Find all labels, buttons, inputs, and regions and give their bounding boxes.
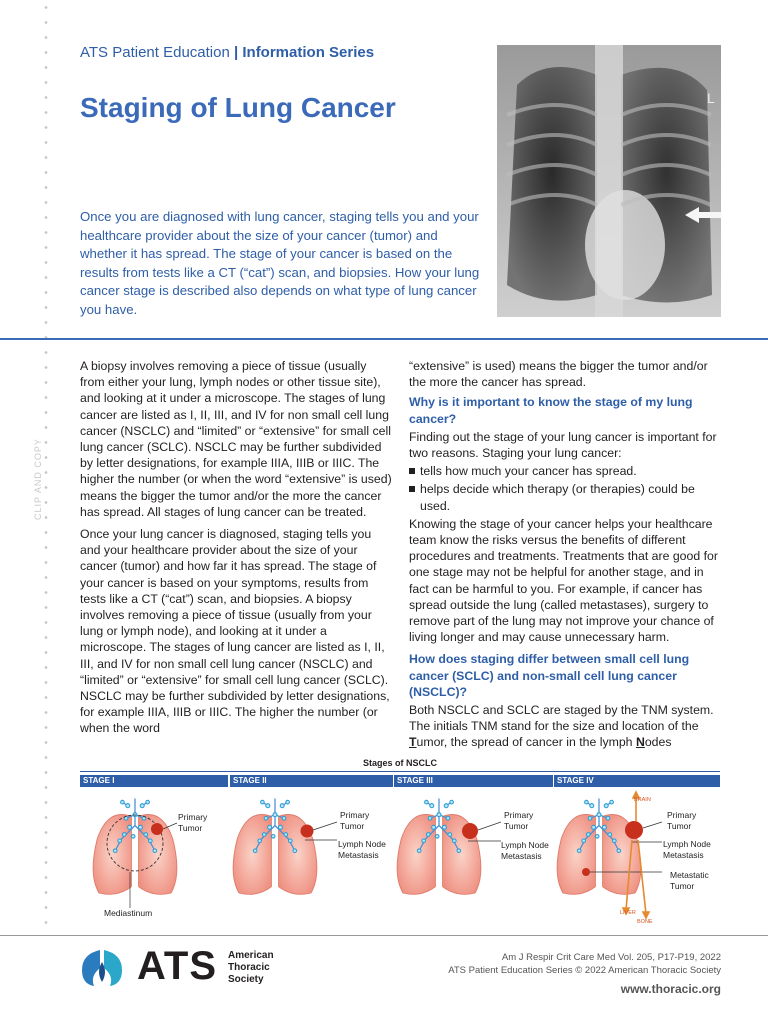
label-bone: BONE [637,919,653,925]
figure-title-rule [80,771,720,772]
stage-label: STAGE III [394,775,553,787]
footer-divider [0,935,768,936]
clip-and-copy-label: CLIP AND COPY [33,438,43,520]
citation: Am J Respir Crit Care Med Vol. 205, P17-P19, 2022 ATS Patient Education Series © 2022 American Thoracic Society [448,952,721,976]
left-column [80,358,394,743]
label-brain: BRAIN [634,797,651,803]
website-link[interactable]: www.thoracic.org [620,982,721,996]
intro-paragraph: Once you are diagnosed with lung cancer, staging tells you and your healthcare provider about the size of your cancer (tumor) and whether it has spread. The stage of your cancer is based on the results from tests like a CT (“cat”) scan, and biopsies. How your lung cancer stage is described also depends on what type of lung cancer you have. [80,209,480,317]
right-paragraph-3: Both NSCLC and SCLC are staged by the TNM system. The initials TNM stand for the size and location of the Tumor, the spread of cancer in the lymph Nodes [409,703,714,750]
series-header [80,44,374,61]
label-lymph-node-metastasis: Lymph Node Metastasis [663,839,711,860]
primary-tumor [151,823,163,835]
bullet-item: helps decide which therapy (or therapies) could be used. [409,481,723,513]
margin-dots [43,0,49,930]
ats-wordmark: ATS [137,944,218,988]
label-lymph-node-metastasis: Lymph Node Metastasis [338,839,386,860]
ats-org-name: American Thoracic Society [228,950,274,985]
right-paragraph-2: Knowing the stage of your cancer helps your healthcare team know the risks versus the benefits of different procedures and treatments. Treatments that are good for one stage may not be helpful for another stage, and in fact can be harmful to you. For example, if cancer has spread outside the lung (called metastases), surgery to remove part of the lung may not improve your chance of living longer and may cause unnecessary harm. [409,516,718,645]
heading-staging-differ: How does staging differ between small cell lung cancer (SCLC) and non-small cell lung cancer (NSCLC)? [409,652,690,699]
series-name: Information Series [242,44,375,61]
label-metastatic-tumor: Metastatic Tumor [670,870,709,891]
right-paragraph-0: “extensive” is used) means the bigger the tumor and/or the more the cancer has spread. [409,359,708,390]
xray-marker: L [707,90,715,106]
label-primary-tumor: Primary Tumor [667,810,697,831]
label-mediastinum: Mediastinum [104,908,153,918]
stage-label: STAGE IV [554,775,720,787]
heading-why-important: Why is it important to know the stage of my lung cancer? [409,395,693,426]
chest-xray-image [497,45,721,317]
series-prefix: ATS Patient Education [80,44,230,61]
page-title: Staging of Lung Cancer [80,92,396,123]
right-paragraph-1: Finding out the stage of your lung cancer is important for two reasons. Staging your lung cancer: [409,429,717,461]
left-paragraph-2: Once your lung cancer is diagnosed, staging tells you and your healthcare provider about the size of your cancer (tumor) and how far it has spread. The stage of your cancer is based on your symptoms, results from tests like a CT (“cat”) scan, and biopsies. A biopsy involves removing a piece of tissue (usually from your lung or lymph node), and looking at it under a microscope. The stages of lung cancer are listed as I, II, III, and IV for non small cell lung cancer (NSCLC) and “limited” or “extensive” for small cell lung cancer (SCLC). NSCLC may be further subdivided by letter designations, for example IIIA, IIIB or IIIC. The higher the number (or when the word [80,527,390,736]
label-primary-tumor: Primary Tumor [178,812,208,833]
primary-tumor [301,825,314,838]
label-primary-tumor: Primary Tumor [340,810,370,831]
label-primary-tumor: Primary Tumor [504,810,534,831]
nsclc-stages-figure [80,758,720,928]
stage-label: STAGE II [230,775,393,787]
left-paragraph-1: A biopsy involves removing a piece of tissue (usually from either your lung, lymph nodes or other tissue site), and looking at it under a microscope. The stages of lung cancer are listed as I, II, III, and IV for non small cell lung cancer (NSCLC) and “limited” or “extensive” for small cell lung cancer (SCLC). NSCLC may be further subdivided by letter designations, for example IIIA, IIIB or IIIC. The higher the number (or when the word “extensive” is used) means the bigger the tumor and/or the more the cancer has spread. All stages of lung cancer can be treated. [80,359,392,519]
primary-tumor [462,823,478,839]
bullet-item: tells how much your cancer has spread. [409,463,723,479]
ats-logo [80,944,274,988]
section-divider [0,338,768,340]
lung-diagrams [80,788,720,928]
stage-label: STAGE I [80,775,228,787]
metastatic-tumor [582,868,590,876]
ats-lungs-icon [80,948,124,988]
figure-title: Stages of NSCLC [362,758,437,768]
series-separator: | [229,44,243,61]
primary-tumor [625,821,643,839]
right-column [409,358,723,757]
label-lymph-node-metastasis: Lymph Node Metastasis [501,840,549,861]
bullet-list [409,463,723,514]
label-liver: LIVER [620,910,636,916]
